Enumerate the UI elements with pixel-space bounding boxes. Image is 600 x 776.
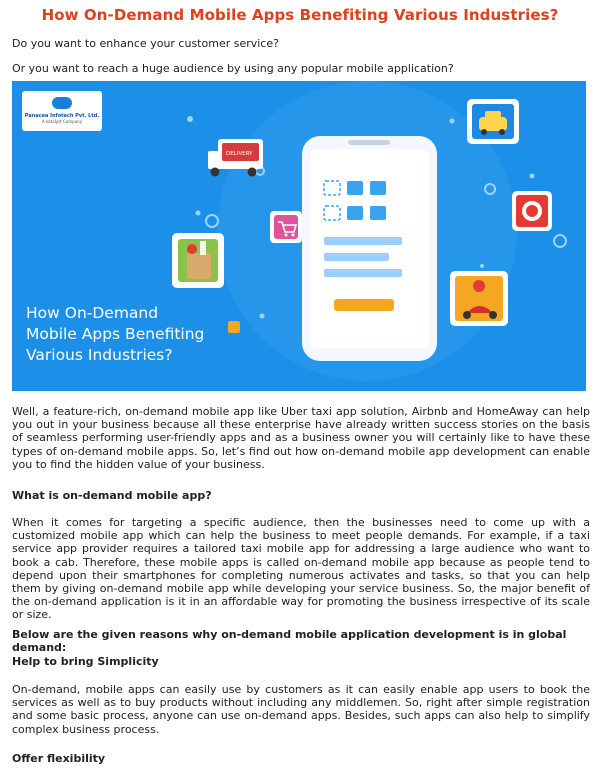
paragraph-intro: Well, a feature-rich, on-demand mobile app like Uber taxi app solution, Airbnb and HomeAway can help you out in your business because all these enterprise have already written success stories on the basis of seamless performing user-friendly apps and as a business owner you will certainly like to have these types of on-demand mobile apps. So, let’s find out how on-demand mobile app development can enable you to find the hidden value of your business. — [12, 405, 590, 471]
banner-title-line: How On-Demand — [26, 304, 159, 322]
heading-flexibility: Offer flexibility — [12, 752, 106, 765]
logo-tagline: A katalyst Company — [41, 119, 83, 124]
company-logo — [22, 91, 102, 131]
logo-mark-icon — [52, 97, 72, 109]
taxi-icon — [467, 99, 519, 144]
banner-title — [26, 303, 204, 366]
hero-banner-image — [12, 81, 586, 391]
food-dish-icon — [512, 191, 552, 231]
logo-name: Panacea Infotech Pvt. Ltd. — [24, 113, 100, 119]
heading-what-is: What is on-demand mobile app? — [12, 489, 212, 502]
paragraph-definition: When it comes for targeting a specific audience, then the businesses need to come up with a customized mobile app which can help the business to meet people demands. For example, if a taxi service app provider requires a tailored taxi mobile app for addressing a large audience who want to book a cab. Therefore, these mobile apps is called on-demand mobile app because as people tend to depend upon their smartphones for completing numerous activates and tasks, so that you can help them by giving on-demand mobile app while developing your service business. So, the major benefit of the on-demand application is it in an affordable way for promoting the business irrespective of its scale or size. — [12, 516, 590, 622]
heading-simplicity: Help to bring Simplicity — [12, 655, 159, 668]
delivery-label: DELIVERY — [226, 151, 253, 157]
paragraph-simplicity: On-demand, mobile apps can easily use by customers as it can easily enable app users to book the services as well as to buy products without including any middlemen. So, right after simple registration and some basic process, anyone can use on-demand apps. Besides, such apps can also help to simplify complex business process. — [12, 683, 590, 736]
page-title: How On-Demand Mobile Apps Benefiting Various Industries? — [41, 6, 559, 24]
intro-question-2: Or you want to reach a huge audience by using any popular mobile application? — [12, 62, 454, 75]
smartphone-icon — [302, 136, 437, 361]
banner-title-line: Various Industries? — [26, 346, 173, 364]
banner-title-line: Mobile Apps Benefiting — [26, 325, 205, 343]
heading-reasons: Below are the given reasons why on-demand mobile application development is in global demand: — [12, 628, 567, 654]
intro-question-1: Do you want to enhance your customer service? — [12, 37, 279, 50]
grocery-bag-icon — [172, 233, 224, 288]
scooter-rider-icon — [450, 271, 508, 326]
shopping-cart-icon — [270, 211, 302, 243]
